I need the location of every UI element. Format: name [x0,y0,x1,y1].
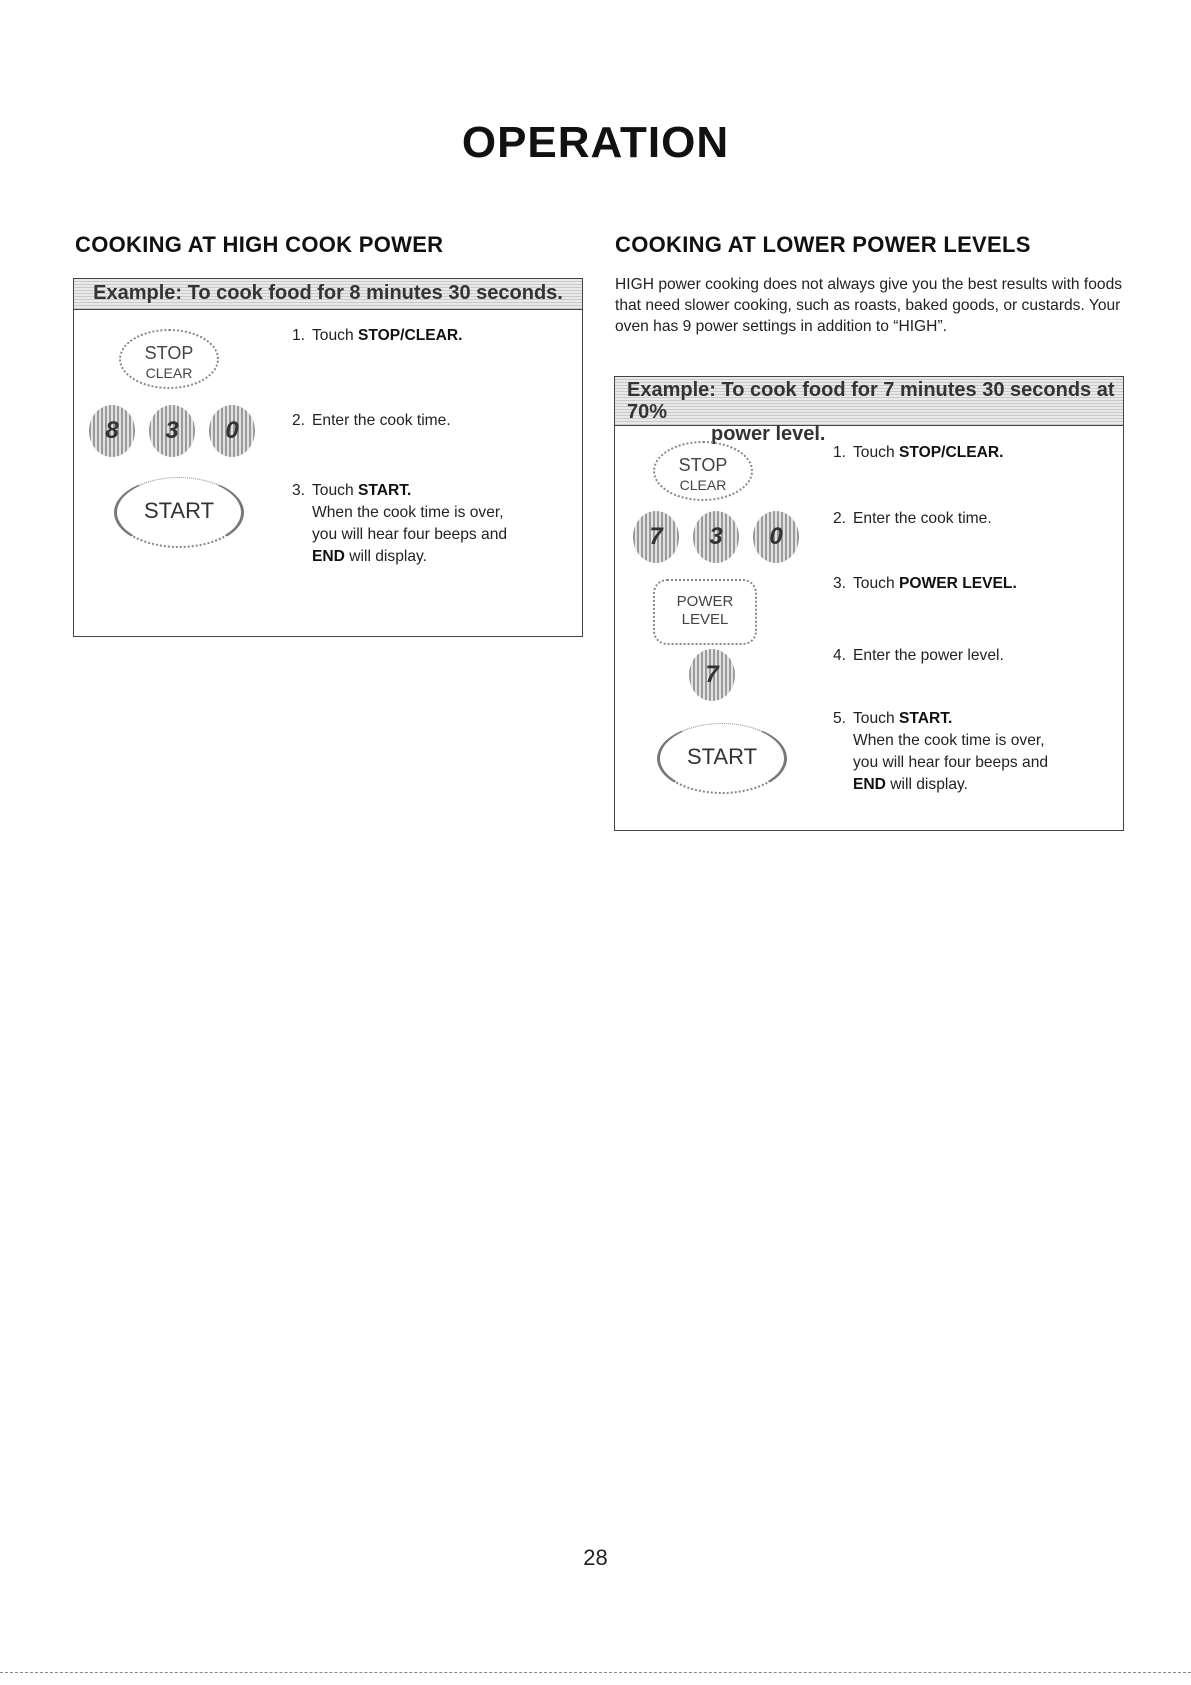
clear-label: CLEAR [145,365,193,381]
page-number: 28 [583,1545,608,1570]
example-box-high-power [73,278,583,637]
step-5: 5. Touch START. When the cook time is over, you will hear four beeps and END will display. [833,710,1049,793]
page-title: OPERATION [461,118,730,167]
step-1: 1. Touch STOP/CLEAR. [833,444,1004,461]
digit-3-key-icon: 3 [149,405,195,457]
digit-8-key-icon: 8 [89,405,135,457]
step-3: 3. Touch START. When the cook time is over, you will hear four beeps and END will display. [292,482,508,565]
digit-0-key-icon: 0 [209,405,255,457]
example-banner: Example: To cook food for 8 minutes 30 seconds. [74,279,582,310]
step-4: 4. Enter the power level. [833,647,1004,664]
section-heading-high-power: COOKING AT HIGH COOK POWER [75,232,444,257]
power-label: POWER [676,593,734,610]
stop-label: STOP [144,343,194,363]
section-heading-lower-power: COOKING AT LOWER POWER LEVELS [615,232,1031,257]
digit-0-key-icon: 0 [753,511,799,563]
digit-7-key-icon: 7 [689,649,735,701]
example-box-lower-power [614,376,1124,831]
bottom-divider [0,1672,1191,1673]
step-2: 2. Enter the cook time. [833,510,992,527]
stop-clear-key-icon [653,441,753,501]
intro-paragraph: HIGH power cooking does not always give you the best results with foods that need slower cooking, such as roasts, baked goods, or custards. Your oven has 9 power settings in addition to “HIGH”. [615,276,1123,335]
stop-clear-key-icon [119,329,219,389]
start-key-icon: START [114,477,244,548]
step-3: 3. Touch POWER LEVEL. [833,575,1017,592]
step-1: 1. Touch STOP/CLEAR. [292,327,463,344]
level-label: LEVEL [681,611,729,628]
step-2: 2. Enter the cook time. [292,412,451,429]
clear-label: CLEAR [679,477,727,493]
digit-3-key-icon: 3 [693,511,739,563]
digit-7-key-icon: 7 [633,511,679,563]
power-level-key-icon [653,579,757,645]
start-key-icon: START [657,723,787,794]
stop-label: STOP [678,455,728,475]
example-banner: Example: To cook food for 7 minutes 30 seconds at 70% power level. [615,377,1123,426]
